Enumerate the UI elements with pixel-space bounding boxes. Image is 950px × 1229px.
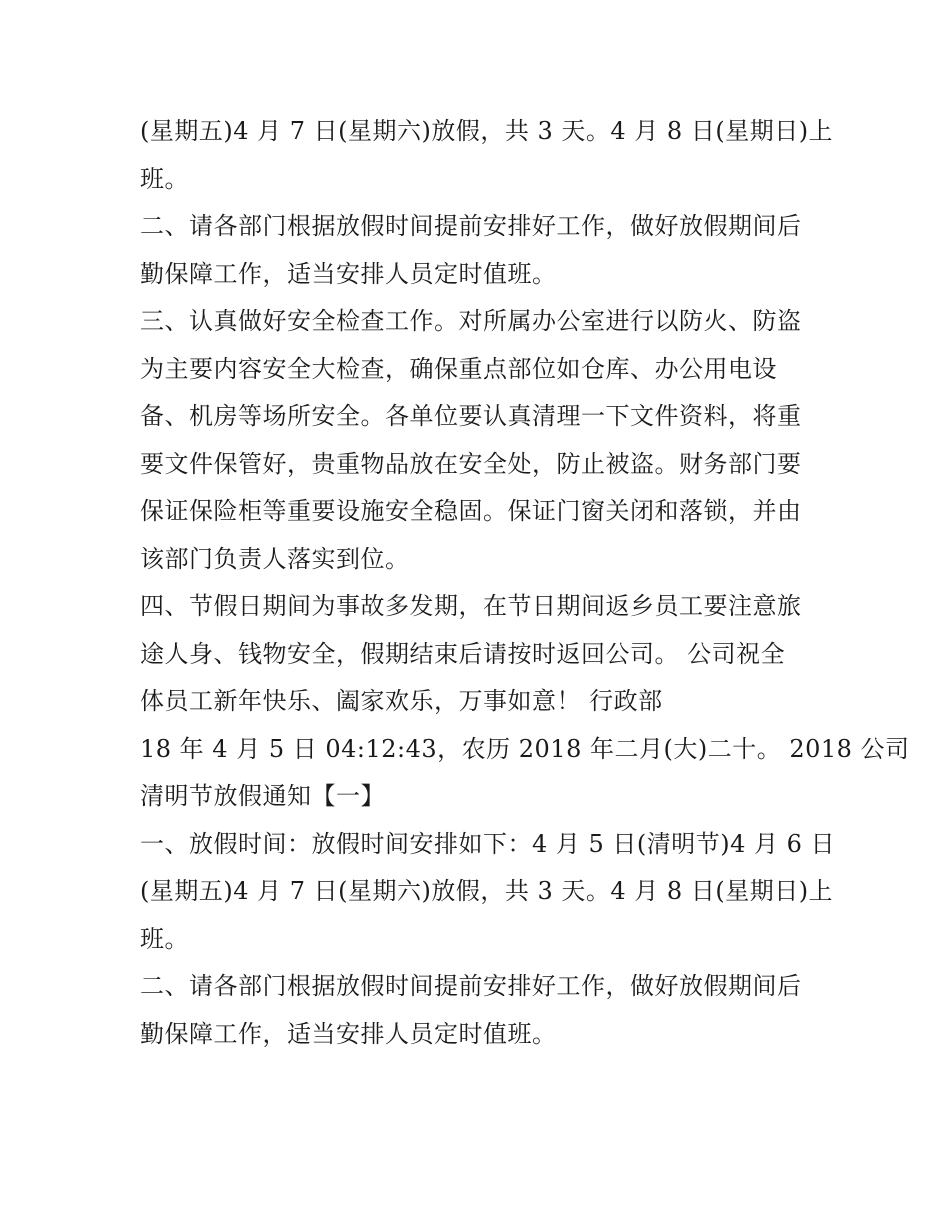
text-line: 要文件保管好，贵重物品放在安全处，防止被盗。财务部门要 [140, 449, 802, 478]
text-line: 四、节假日期间为事故多发期，在节日期间返乡员工要注意旅 [140, 592, 802, 620]
text-line: 备、机房等场所安全。各单位要认真清理一下文件资料，将重 [140, 402, 802, 430]
text-line: 保证保险柜等重要设施安全稳固。保证门窗关闭和落锁，并由 [140, 497, 802, 525]
text-line: 班。 [140, 164, 189, 193]
text-line: (星期五)4 月 7 日(星期六)放假，共 3 天。4 月 8 日(星期日)上 [140, 117, 834, 145]
text-line: (星期五)4 月 7 日(星期六)放假，共 3 天。4 月 8 日(星期日)上 [140, 877, 834, 905]
text-line: 一、放假时间：放假时间安排如下：4 月 5 日(清明节)4 月 6 日 [140, 829, 836, 858]
text-line: 途人身、钱物安全，假期结束后请按时返回公司。 公司祝全 [140, 639, 786, 668]
text-line: 三、认真做好安全检查工作。对所属办公室进行以防火、防盗 [140, 307, 802, 335]
text-line: 18 年 4 月 5 日 04:12:43，农历 2018 年二月(大)二十。 2018 公司 [140, 734, 910, 763]
text-line: 勤保障工作，适当安排人员定时值班。 [140, 1019, 557, 1048]
text-line: 体员工新年快乐、阖家欢乐，万事如意！ 行政部 [140, 687, 663, 715]
text-line: 清明节放假通知【一】 [140, 782, 385, 810]
document-body [140, 108, 910, 1058]
text-line: 班。 [140, 924, 189, 953]
text-line: 该部门负责人落实到位。 [140, 544, 410, 573]
text-line: 二、请各部门根据放假时间提前安排好工作，做好放假期间后 [140, 972, 802, 1000]
text-line: 勤保障工作，适当安排人员定时值班。 [140, 259, 557, 288]
text-line: 为主要内容安全大检查，确保重点部位如仓库、办公用电设 [140, 354, 777, 383]
text-line: 二、请各部门根据放假时间提前安排好工作，做好放假期间后 [140, 212, 802, 240]
